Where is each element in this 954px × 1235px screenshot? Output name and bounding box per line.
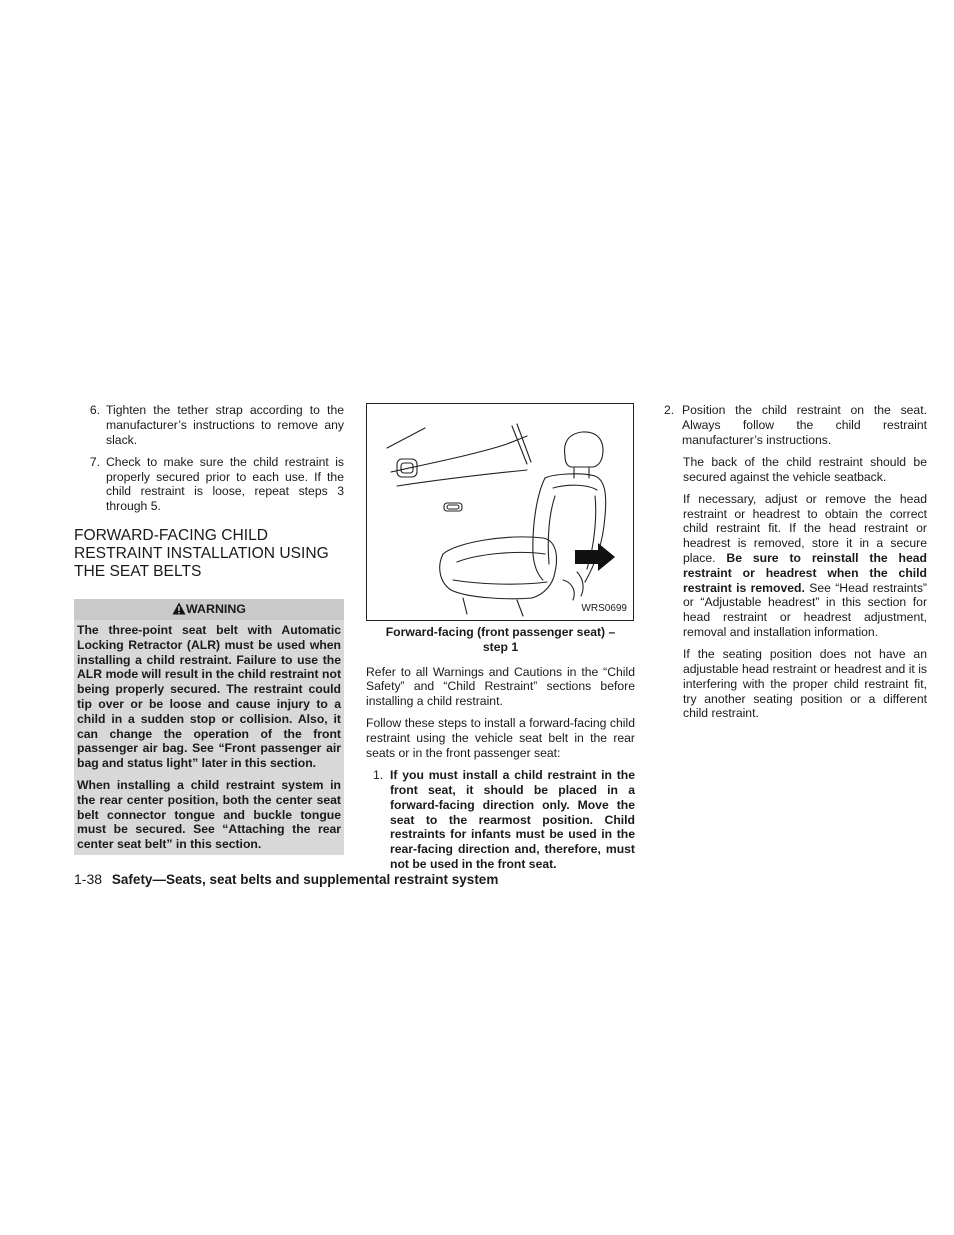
step-2	[664, 403, 927, 447]
warning-triangle-icon	[172, 602, 186, 615]
warning-header	[74, 599, 344, 620]
step-number: 6.	[89, 403, 100, 417]
indented-block	[664, 455, 927, 721]
chapter-title: Safety—Seats, seat belts and supplemental restraint system	[111, 872, 499, 887]
paragraph-text: See “Head restraints” or “Adjustable headrest” in this section for head restraint or headrest adjustment, removal and installation information.	[683, 580, 927, 639]
paragraph-bold-text: Be sure to reinstall the head restraint or headrest when the child restraint is removed.	[683, 550, 927, 595]
step-number: 7.	[89, 454, 100, 469]
step-text: Position the child restraint on the seat. Always follow the child restraint manufacturer’s instructions.	[682, 403, 927, 447]
figure-code: WRS0699	[581, 603, 627, 615]
seat-illustration	[366, 403, 634, 621]
column-right	[664, 403, 927, 729]
step-1	[366, 768, 635, 872]
seat-drawing	[367, 404, 633, 620]
paragraph: If the seating position does not have an adjustable head restraint or headrest and it is interfering with the proper child restraint fit, try another seating position or a different child restraint.	[683, 647, 927, 721]
column-left	[74, 403, 344, 855]
step-text: Check to make sure the child restraint is properly secured prior to each use. If the child restraint is loose, repeat steps 3 through 5.	[106, 454, 344, 514]
warning-paragraph: The three-point seat belt with Automatic Locking Retractor (ALR) must be used when installing a child restraint. Failure to use the ALR mode will result in the child restraint not being properly secured. The restraint could tip over or be loose and cause injury to a child in a sudden stop or collision. Also, it can change the operation of the front passenger air bag. See “Front passenger air bag and status light” later in this section.	[77, 622, 341, 771]
figure-caption	[366, 625, 635, 655]
warning-body	[74, 623, 344, 855]
paragraph	[683, 492, 927, 640]
step-number: 2.	[664, 403, 675, 417]
warning-title: WARNING	[186, 601, 246, 616]
page-footer	[74, 871, 498, 888]
step-text: If you must install a child restraint in the front seat, it should be placed in a forward-facing direction only. Move the seat to the rearmost position. Child restraints for infants must be used in the rear-facing direction and, therefore, must not be used in the front seat.	[390, 768, 635, 871]
warning-paragraph: When installing a child restraint system in the rear center position, both the center seat belt connector tongue and buckle tongue must be secured. See “Attaching the rear center seat belt” in this section.	[77, 777, 341, 852]
column-middle	[366, 403, 635, 879]
page-number: 1-38	[74, 871, 103, 887]
warning-box	[74, 599, 344, 855]
caption-line: Forward-facing (front passenger seat) –	[385, 625, 616, 639]
section-heading: FORWARD-FACING CHILD RESTRAINT INSTALLATION USING THE SEAT BELTS	[74, 526, 329, 580]
paragraph-text: If necessary, adjust or remove the head restraint or headrest to obtain the correct child restraint fit. If the head restraint or headrest is removed, store it in a secure place.	[683, 491, 927, 565]
step-7	[74, 455, 344, 514]
paragraph: The back of the child restraint should be secured against the vehicle seatback.	[683, 454, 927, 484]
step-number: 1.	[373, 768, 384, 783]
step-6	[74, 403, 344, 447]
paragraph: Refer to all Warnings and Cautions in the “Child Safety” and “Child Restraint” sections before installing a child restraint.	[366, 664, 635, 709]
caption-line: step 1	[482, 639, 519, 654]
paragraph: Follow these steps to install a forward-facing child restraint using the vehicle seat belt in the rear seats or in the front passenger seat:	[366, 716, 635, 760]
step-text: Tighten the tether strap according to the manufacturer’s instructions to remove any slack.	[106, 403, 344, 447]
